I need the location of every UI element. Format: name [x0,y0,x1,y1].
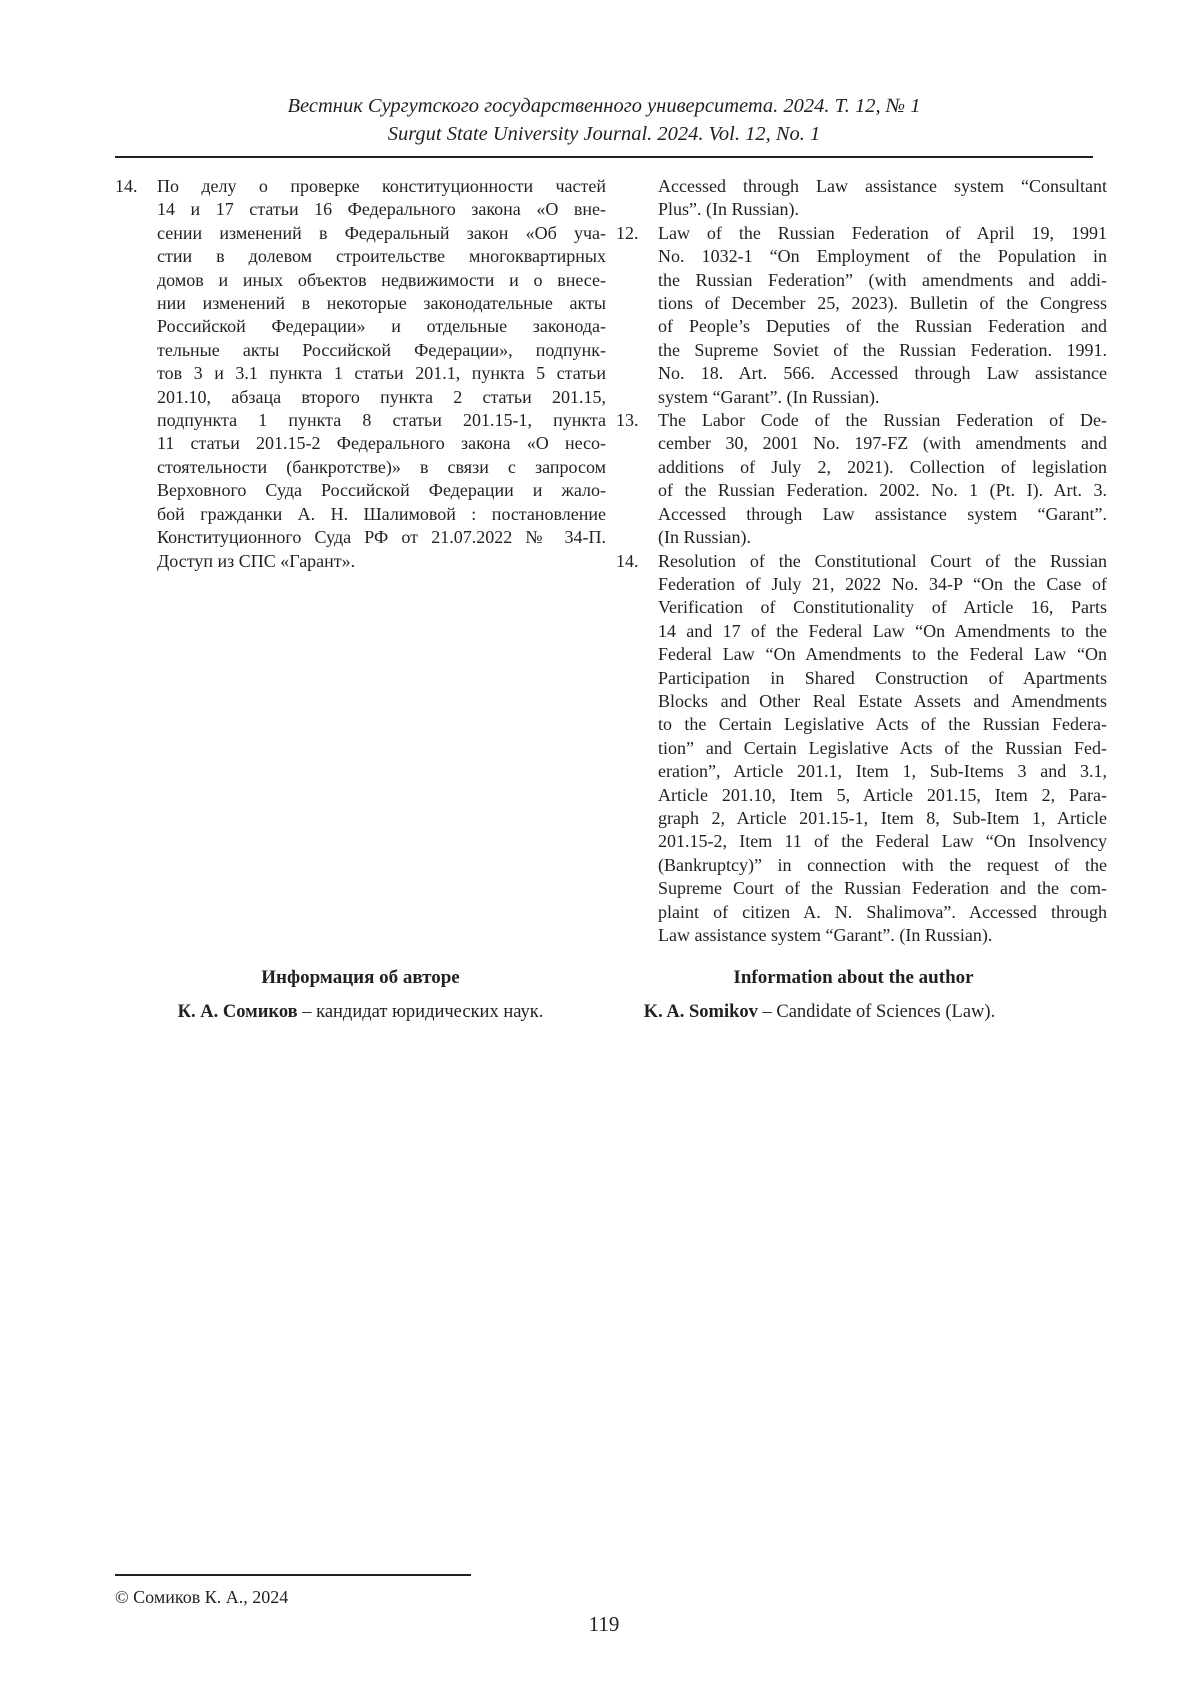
reference-number: 14. [616,550,658,948]
text-line: The Labor Code of the Russian Federation of De- [658,409,1107,432]
text-line: подпункта 1 пункта 8 статьи 201.15-1, пункта [157,409,606,432]
author-info-en [574,1000,1065,1024]
text-line: Law of the Russian Federation of April 19, 1991 [658,222,1107,245]
page-number: 119 [0,1610,1200,1638]
text-line: tions of December 25, 2023). Bulletin of the Congress [658,292,1107,315]
text-line: стии в долевом строительстве многоквартирных [157,245,606,268]
text-line: Participation in Shared Construction of Apartments [658,667,1107,690]
reference-text [658,222,1107,409]
text-line: Accessed through Law assistance system “Garant”. [658,503,1107,526]
text-line: сении изменений в Федеральный закон «Об уча- [157,222,606,245]
reference-item-ru-14 [115,175,606,573]
text-line: of the Russian Federation. 2002. No. 1 (Pt. I). Art. 3. [658,479,1107,502]
text-line: No. 18. Art. 566. Accessed through Law assistance [658,362,1107,385]
author-info-title-ru: Информация об авторе [115,966,606,990]
journal-title-ru: Вестник Сургутского государственного университета. 2024. Т. 12, № 1 [115,92,1093,120]
text-line: to the Certain Legislative Acts of the Russian Federa- [658,713,1107,736]
journal-title-en: Surgut State University Journal. 2024. Vol. 12, No. 1 [115,120,1093,148]
text-line: Конституционного Суда РФ от 21.07.2022 № 34-П. [157,526,606,549]
left-column [115,175,606,573]
author-info-ru [115,1000,606,1024]
reference-item-en-13 [616,409,1107,549]
text-line: Plus”. (In Russian). [658,198,1107,221]
text-line: Accessed through Law assistance system “Consultant [658,175,1107,198]
text-line: Верховного Суда Российской Федерации и жало- [157,479,606,502]
text-line: tion” and Certain Legislative Acts of the Russian Fed- [658,737,1107,760]
text-line: Federation of July 21, 2022 No. 34-P “On the Case of [658,573,1107,596]
header-rule [115,156,1093,158]
copyright-footnote: © Сомиков К. А., 2024 [115,1585,288,1609]
reference-item-en-12 [616,222,1107,409]
text-line: 201.10, абзаца второго пункта 2 статьи 201.15, [157,386,606,409]
text-line: the Supreme Soviet of the Russian Federation. 1991. [658,339,1107,362]
text-line: Federal Law “On Amendments to the Federal Law “On [658,643,1107,666]
text-line: 201.15-2, Item 11 of the Federal Law “On Insolvency [658,830,1107,853]
reference-text [157,175,606,573]
footnote-rule [115,1574,471,1576]
text-line: 14 and 17 of the Federal Law “On Amendments to the [658,620,1107,643]
text-line: graph 2, Article 201.15-1, Item 8, Sub-Item 1, Article [658,807,1107,830]
text-line: нии изменений в некоторые законодательные акты [157,292,606,315]
text-line: Blocks and Other Real Estate Assets and Amendments [658,690,1107,713]
reference-number: 12. [616,222,658,409]
reference-continuation [616,175,1107,222]
author-degree-en: – Candidate of Sciences (Law). [758,1002,995,1022]
reference-number: 14. [115,175,157,573]
reference-text [658,550,1107,948]
text-line: No. 1032-1 “On Employment of the Population in [658,245,1107,268]
text-line: (Bankruptcy)” in connection with the request of the [658,854,1107,877]
text-line: Verification of Constitutionality of Article 16, Parts [658,596,1107,619]
author-name-en: K. A. Somikov [644,1002,758,1022]
text-line: Доступ из СПС «Гарант». [157,550,606,573]
author-degree-ru: – кандидат юридических наук. [298,1002,544,1022]
text-line: Resolution of the Constitutional Court of the Russian [658,550,1107,573]
text-line: Supreme Court of the Russian Federation and the com- [658,877,1107,900]
author-name-ru: К. А. Сомиков [178,1002,298,1022]
text-line: eration”, Article 201.1, Item 1, Sub-Items 3 and 3.1, [658,760,1107,783]
text-line: 14 и 17 статьи 16 Федерального закона «О вне- [157,198,606,221]
text-line: По делу о проверке конституционности частей [157,175,606,198]
text-line: Российской Федерации» и отдельные законода- [157,315,606,338]
text-line: домов и иных объектов недвижимости и о внесе- [157,269,606,292]
reference-number: 13. [616,409,658,549]
right-column [616,175,1107,947]
text-line: 11 статьи 201.15-2 Федерального закона «О несо- [157,432,606,455]
text-line: стоятельности (банкротстве)» в связи с запросом [157,456,606,479]
text-line: plaint of citizen A. N. Shalimova”. Accessed through [658,901,1107,924]
text-line: Article 201.10, Item 5, Article 201.15, Item 2, Para- [658,784,1107,807]
text-line: (In Russian). [658,526,1107,549]
text-line: бой гражданки А. Н. Шалимовой : постановление [157,503,606,526]
author-info-title-en: Information about the author [608,966,1099,990]
text-line: system “Garant”. (In Russian). [658,386,1107,409]
text-line: additions of July 2, 2021). Collection of legislation [658,456,1107,479]
running-header [115,92,1093,148]
text-line: of People’s Deputies of the Russian Federation and [658,315,1107,338]
text-line: Law assistance system “Garant”. (In Russian). [658,924,1107,947]
text-line: тельные акты Российской Федерации», подпунк- [157,339,606,362]
reference-text [658,409,1107,549]
text-line: тов 3 и 3.1 пункта 1 статьи 201.1, пункта 5 статьи [157,362,606,385]
text-line: cember 30, 2001 No. 197-FZ (with amendments and [658,432,1107,455]
reference-item-en-14 [616,550,1107,948]
text-line: the Russian Federation” (with amendments and addi- [658,269,1107,292]
